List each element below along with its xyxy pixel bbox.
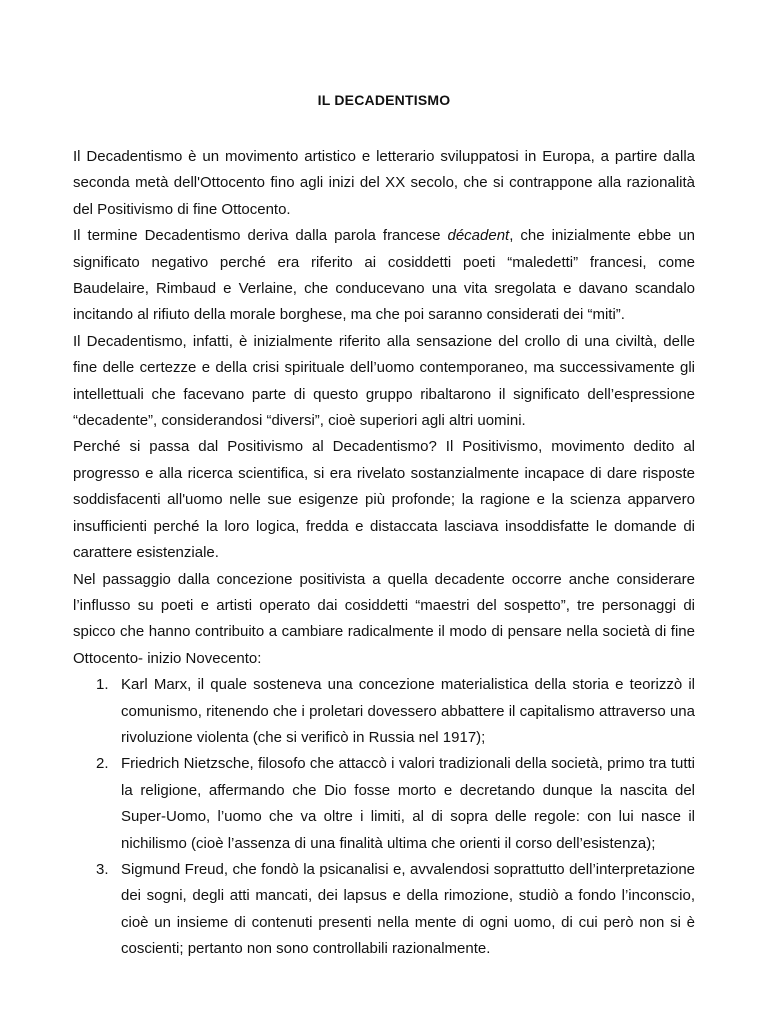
list-number: 2. [96, 755, 109, 773]
list-item-text: Karl Marx, il quale sosteneva una concezione materialistica della storia e teorizzò il comunismo, ritenendo che i proletari dovessero abbattere il capitalismo attraverso una rivoluzione violenta (che si verificò in Russia nel 1917); [121, 676, 695, 746]
masters-list [73, 672, 695, 962]
paragraph-term-origin-start: Il termine Decadentismo deriva dalla parola francese [73, 227, 448, 245]
list-item-marx [73, 672, 695, 751]
document-title: IL DECADENTISMO [317, 92, 451, 108]
list-item-freud [73, 857, 695, 963]
paragraph-civilization-collapse: Il Decadentismo, infatti, è inizialmente riferito alla sensazione del crollo di una civiltà, delle fine delle certezze e della crisi spirituale dell’uomo contemporaneo, ma successivamente gli intellettuali che facevano parte di questo gruppo ribaltarono il significato dell’espressione “decadente”, considerandosi “diversi”, cioè superiori agli altri uomini. [73, 332, 695, 430]
paragraph-term-origin [73, 223, 695, 329]
list-number: 3. [96, 860, 109, 878]
list-item-nietzsche [73, 751, 695, 857]
paragraph-term-origin-end: , che inizialmente ebbe un significato negativo perché era riferito ai cosiddetti poeti “maledetti” francesi, come Baudelaire, Rimbaud e Verlaine, che conducevano una vita sregolata e davano scandalo incitando al rifiuto della morale borghese, ma che poi saranno considerati dei “miti”. [73, 227, 695, 324]
paragraph-definition: Il Decadentismo è un movimento artistico e letterario sviluppatosi in Europa, a partire dalla seconda metà dell'Ottocento fino agli inizi del XX secolo, che si contrappone alla razionalità del Positivismo di fine Ottocento. [73, 148, 695, 218]
list-item-text: Friedrich Nietzsche, filosofo che attaccò i valori tradizionali della società, primo tra tutti la religione, affermando che Dio fosse morto e decretando dunque la nascita del Super-Uomo, l’uomo che va oltre i limiti, al di sopra delle regole: con lui nasce il nichilismo (cioè l’assenza di una finalità ultima che orienti il corso dell’esistenza); [121, 755, 695, 852]
paragraph-positivism-question: Perché si passa dal Positivismo al Decadentismo? Il Positivismo, movimento dedito al progresso e alla ricerca scientifica, si era rivelato sostanzialmente incapace di dare risposte soddisfacenti all'uomo nelle sue esigenze più profonde; la ragione e la scienza apparvero insufficienti perché la loro logica, fredda e distaccata lasciava insoddisfatte le domande di carattere esistenziale. [73, 438, 695, 562]
paragraph-masters-of-suspicion: Nel passaggio dalla concezione positivista a quella decadente occorre anche considerare l’influsso su poeti e artisti operato dai cosiddetti “maestri del sospetto”, tre personaggi di spicco che hanno contribuito a cambiare radicalmente il modo di pensare nella società di fine Ottocento- inizio Novecento: [73, 570, 695, 667]
list-number: 1. [96, 676, 109, 694]
term-decadent: décadent [447, 227, 510, 245]
document-body [73, 144, 695, 963]
list-item-text: Sigmund Freud, che fondò la psicanalisi e, avvalendosi soprattutto dell’interpretazione dei sogni, degli atti mancati, dei lapsus e della rimozione, studiò a fondo l’inconscio, cioè un insieme di contenuti presenti nella mente di ogni uomo, di cui però non si è coscienti; pertanto non sono controllabili razionalmente. [121, 860, 695, 958]
